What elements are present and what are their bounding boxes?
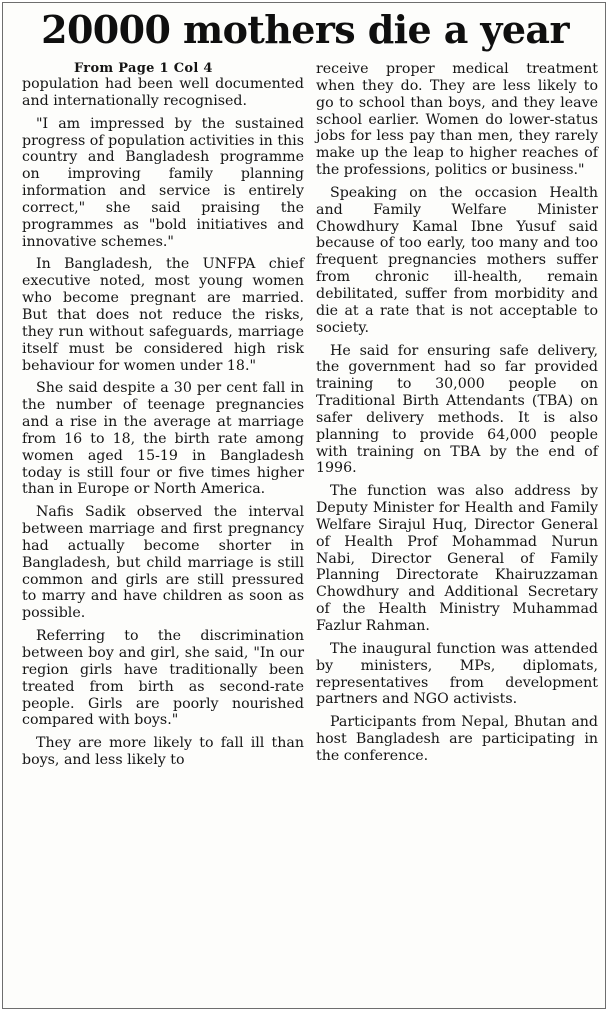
paragraph: population had been well documented and internationally recognised. [22, 76, 304, 109]
headline: 20000 mothers die a year [41, 7, 569, 52]
article-column-right [316, 61, 598, 771]
paragraph: She said despite a 30 per cent fall in the number of teenage pregnancies and a rise in the average at marriage from 16 to 18, the birth rate among women aged 15-19 in Bangladesh today is still four or five times higher than in Europe or North America. [22, 380, 304, 498]
paragraph: They are more likely to fall ill than boys, and less likely to [22, 735, 304, 769]
paragraph: Participants from Nepal, Bhutan and host Bangladesh are participating in the conference. [316, 714, 598, 764]
paragraph: Speaking on the occasion Health and Family Welfare Minister Chowdhury Kamal Ibne Yusuf said because of too early, too many and too frequent pregnancies mothers suffer from chronic ill-health, remain debilitated, suffer from morbidity and die at a rate that is not acceptable to society. [316, 184, 598, 336]
paragraph: receive proper medical treatment when they do. They are less likely to go to school than boys, and they leave school earlier. Women do lower-status jobs for less pay than men, they rarely make up the leap to higher reaches of the professions, politics or business." [316, 61, 598, 179]
paragraph: "I am impressed by the sustained progress of population activities in this country and Bangladesh programme on improving family planning information and service is entirely correct," she said praising the programmes as "bold initiatives and innovative schemes." [22, 115, 304, 250]
paragraph: The function was also address by Deputy Minister for Health and Family Welfare Sirajul Huq, Director General of Health Prof Mohammad Nurun Nabi, Director General of Family Planning Directorate Khairuzzaman Chowdhury and Additional Secretary of the Health Ministry Muhammad Fazlur Rahman. [316, 483, 598, 634]
paragraph: The inaugural function was attended by ministers, MPs, diplomats, representatives from development partners and NGO activists. [316, 640, 598, 708]
paragraph: He said for ensuring safe delivery, the government had so far provided training to 30,000 people on Traditional Birth Attendants (TBA) on safer delivery methods. It is also planning to provide 64,000 people with training on TBA by the end of 1996. [316, 342, 598, 477]
paragraph: Referring to the discrimination between boy and girl, she said, "In our region girls have traditionally been treated from birth as second-rate people. Girls are poorly nourished compared with boys." [22, 628, 304, 729]
paragraph: Nafis Sadik observed the interval between marriage and first pregnancy had actually become shorter in Bangladesh, but child marriage is still common and girls are still pressured to marry and have children as soon as possible. [22, 504, 304, 622]
paragraph: In Bangladesh, the UNFPA chief executive noted, most young women who become pregnant are married. But that does not reduce the risks, they run without safeguards, marriage itself must be considered high risk behaviour for women under 18." [22, 256, 304, 374]
jump-line: From Page 1 Col 4 [74, 61, 213, 76]
article-column-left [22, 61, 304, 775]
